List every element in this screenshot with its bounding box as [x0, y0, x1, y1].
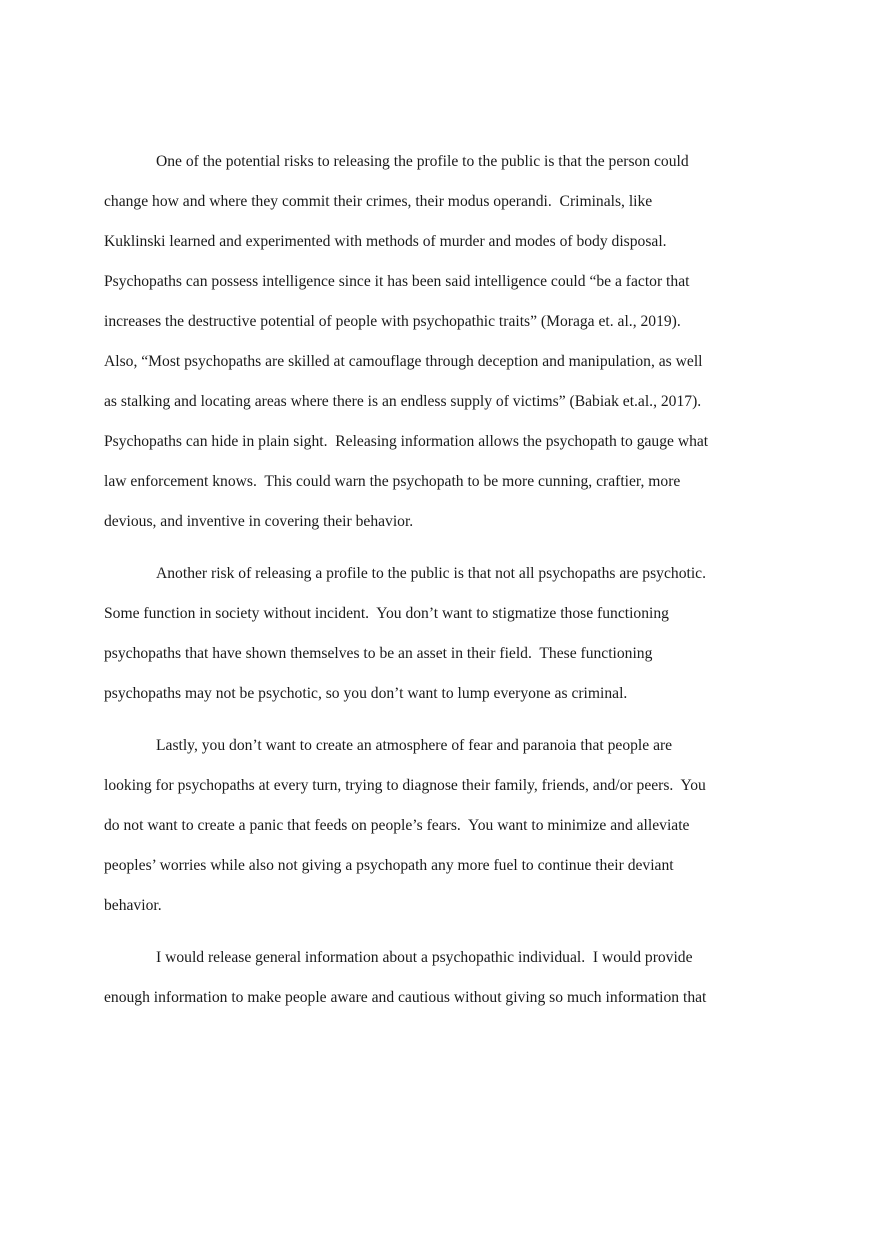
paragraph-stigma-risk — [104, 554, 776, 714]
text-line: law enforcement knows. This could warn the psychopath to be more cunning, craftier, more — [104, 473, 681, 490]
paragraph-spacer — [104, 542, 776, 554]
text-line: enough information to make people aware and cautious without giving so much information that — [104, 989, 707, 1006]
text-line: looking for psychopaths at every turn, trying to diagnose their family, friends, and/or peers. You — [104, 777, 706, 794]
text-line: devious, and inventive in covering their behavior. — [104, 513, 414, 530]
text-line: Psychopaths can possess intelligence since it has been said intelligence could “be a factor that — [104, 273, 690, 290]
text-line: Another risk of releasing a profile to the public is that not all psychopaths are psychotic. — [156, 565, 706, 582]
paragraph-fear-paranoia — [104, 726, 776, 926]
paragraph-spacer — [104, 714, 776, 726]
text-line: increases the destructive potential of people with psychopathic traits” (Moraga et. al., 2019). — [104, 313, 681, 330]
paragraph-risks-modus-operandi — [104, 142, 776, 542]
text-line: Kuklinski learned and experimented with methods of murder and modes of body disposal. — [104, 233, 667, 250]
text-line: Psychopaths can hide in plain sight. Releasing information allows the psychopath to gauge what — [104, 433, 709, 450]
text-line: change how and where they commit their crimes, their modus operandi. Criminals, like — [104, 193, 653, 210]
text-line: Some function in society without incident. You don’t want to stigmatize those functioning — [104, 605, 669, 622]
text-line: behavior. — [104, 897, 162, 914]
text-line: Also, “Most psychopaths are skilled at camouflage through deception and manipulation, as well — [104, 353, 703, 370]
text-line: peoples’ worries while also not giving a psychopath any more fuel to continue their deviant — [104, 857, 674, 874]
text-line: psychopaths that have shown themselves to be an asset in their field. These functioning — [104, 645, 653, 662]
text-line: One of the potential risks to releasing the profile to the public is that the person could — [156, 153, 689, 170]
paragraph-spacer — [104, 926, 776, 938]
paragraph-release-general-info — [104, 938, 776, 1018]
text-line: psychopaths may not be psychotic, so you don’t want to lump everyone as criminal. — [104, 685, 628, 702]
text-line: do not want to create a panic that feeds on people’s fears. You want to minimize and alleviate — [104, 817, 690, 834]
document-body — [104, 142, 776, 1018]
text-line: as stalking and locating areas where there is an endless supply of victims” (Babiak et.al., 2017). — [104, 393, 702, 410]
text-line: I would release general information about a psychopathic individual. I would provide — [156, 949, 693, 966]
text-line: Lastly, you don’t want to create an atmosphere of fear and paranoia that people are — [156, 737, 673, 754]
